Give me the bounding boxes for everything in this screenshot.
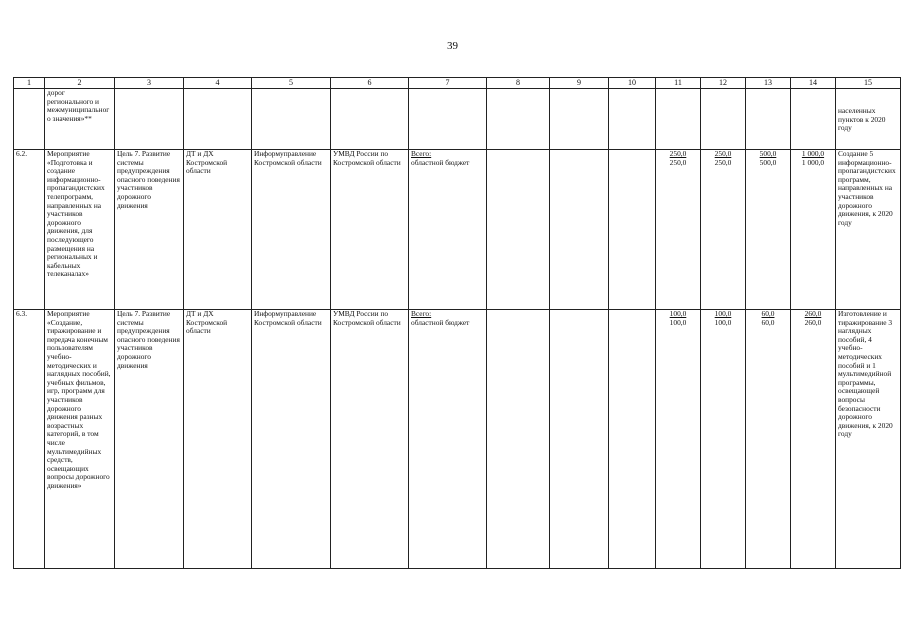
col-number: 2 — [45, 78, 115, 89]
total-value: 260,0 — [804, 309, 822, 318]
col-number: 1 — [14, 78, 45, 89]
total-value: 1 000,0 — [801, 149, 825, 158]
page-number: 39 — [447, 40, 458, 52]
value-cell — [791, 310, 836, 569]
col-number: 9 — [550, 78, 609, 89]
funding-regional-label: областной бюджет — [411, 157, 470, 167]
funding-total-label: Всего: — [411, 309, 432, 318]
funding-source-cell — [409, 310, 487, 569]
funding-total-label: Всего: — [411, 149, 432, 158]
table-row — [14, 310, 901, 569]
col-number: 12 — [701, 78, 746, 89]
total-value: 250,0 — [714, 149, 732, 158]
goal-cell: Цель 7. Развитие системы предупреждения опасного поведения участников дорожного движения — [115, 310, 184, 569]
table-row — [14, 150, 901, 310]
program-table — [13, 77, 901, 569]
goal-cell: Цель 7. Развитие системы предупреждения опасного поведения участников дорожного движения — [115, 150, 184, 310]
total-value: 100,0 — [714, 309, 732, 318]
col-number: 5 — [252, 78, 331, 89]
regional-value: 60,0 — [761, 317, 775, 327]
regional-value: 260,0 — [804, 317, 822, 327]
regional-value: 500,0 — [759, 157, 777, 167]
regional-value: 1 000,0 — [801, 157, 825, 167]
value-cell — [656, 310, 701, 569]
value-cell — [791, 150, 836, 310]
row-number: 6.2. — [14, 150, 45, 310]
regional-value: 250,0 — [669, 157, 687, 167]
funding-regional-label: областной бюджет — [411, 317, 470, 327]
co-executor-2-cell: УМВД России по Костромской области — [331, 150, 409, 310]
col-number: 4 — [184, 78, 252, 89]
total-value: 100,0 — [669, 309, 687, 318]
regional-value: 250,0 — [714, 157, 732, 167]
continuation-row — [14, 89, 901, 150]
col-number: 10 — [609, 78, 656, 89]
co-executor-2-cell: УМВД России по Костромской области — [331, 310, 409, 569]
col-number: 14 — [791, 78, 836, 89]
col-number: 15 — [836, 78, 901, 89]
co-executor-cell: Информуправление Костромской области — [252, 150, 331, 310]
co-executor-cell: Информуправление Костромской области — [252, 310, 331, 569]
row-number: 6.3. — [14, 310, 45, 569]
measure-cell: Мероприятие «Подготовка и создание информационно-пропагандистских телепрограмм, направленных на участников дорожного движения, для последующего размещения на региональных и кабельных телеканалах» — [45, 150, 115, 310]
regional-value: 100,0 — [714, 317, 732, 327]
col-number: 6 — [331, 78, 409, 89]
value-cell — [746, 150, 791, 310]
total-value: 250,0 — [669, 149, 687, 158]
col-number: 3 — [115, 78, 184, 89]
value-cell — [701, 150, 746, 310]
column-number-row — [14, 78, 901, 89]
executor-cell: ДТ и ДХ Костромской области — [184, 310, 252, 569]
total-value: 60,0 — [761, 309, 775, 318]
regional-value: 100,0 — [669, 317, 687, 327]
total-value: 500,0 — [759, 149, 777, 158]
col-number: 13 — [746, 78, 791, 89]
executor-cell: ДТ и ДХ Костромской области — [184, 150, 252, 310]
value-cell — [746, 310, 791, 569]
measure-cell: Мероприятие «Создание, тиражирование и передача конечным пользователям учебно-методических и наглядных пособий, учебных фильмов, игр, программ для участников дорожного движения разных возрастных категорий, в том числе мультимедийных средств, освещающих вопросы дорожного движения» — [45, 310, 115, 569]
measure-continuation: дорог регионального и межмуниципального значения»** — [45, 89, 115, 150]
result-cell: Создание 5 информационно-пропагандистских программ, направленных на участников дорожного движения, к 2020 году — [836, 150, 901, 310]
result-cell: Изготовление и тиражирование 3 наглядных пособий, 4 учебно-методических пособий и 1 мультимедийной программы, освещающей вопросы безопасности дорожного движения, к 2020 году — [836, 310, 901, 569]
col-number: 11 — [656, 78, 701, 89]
value-cell — [701, 310, 746, 569]
col-number: 8 — [487, 78, 550, 89]
col-number: 7 — [409, 78, 487, 89]
funding-source-cell — [409, 150, 487, 310]
result-continuation: населенных пунктов к 2020 году — [836, 89, 901, 150]
value-cell — [656, 150, 701, 310]
